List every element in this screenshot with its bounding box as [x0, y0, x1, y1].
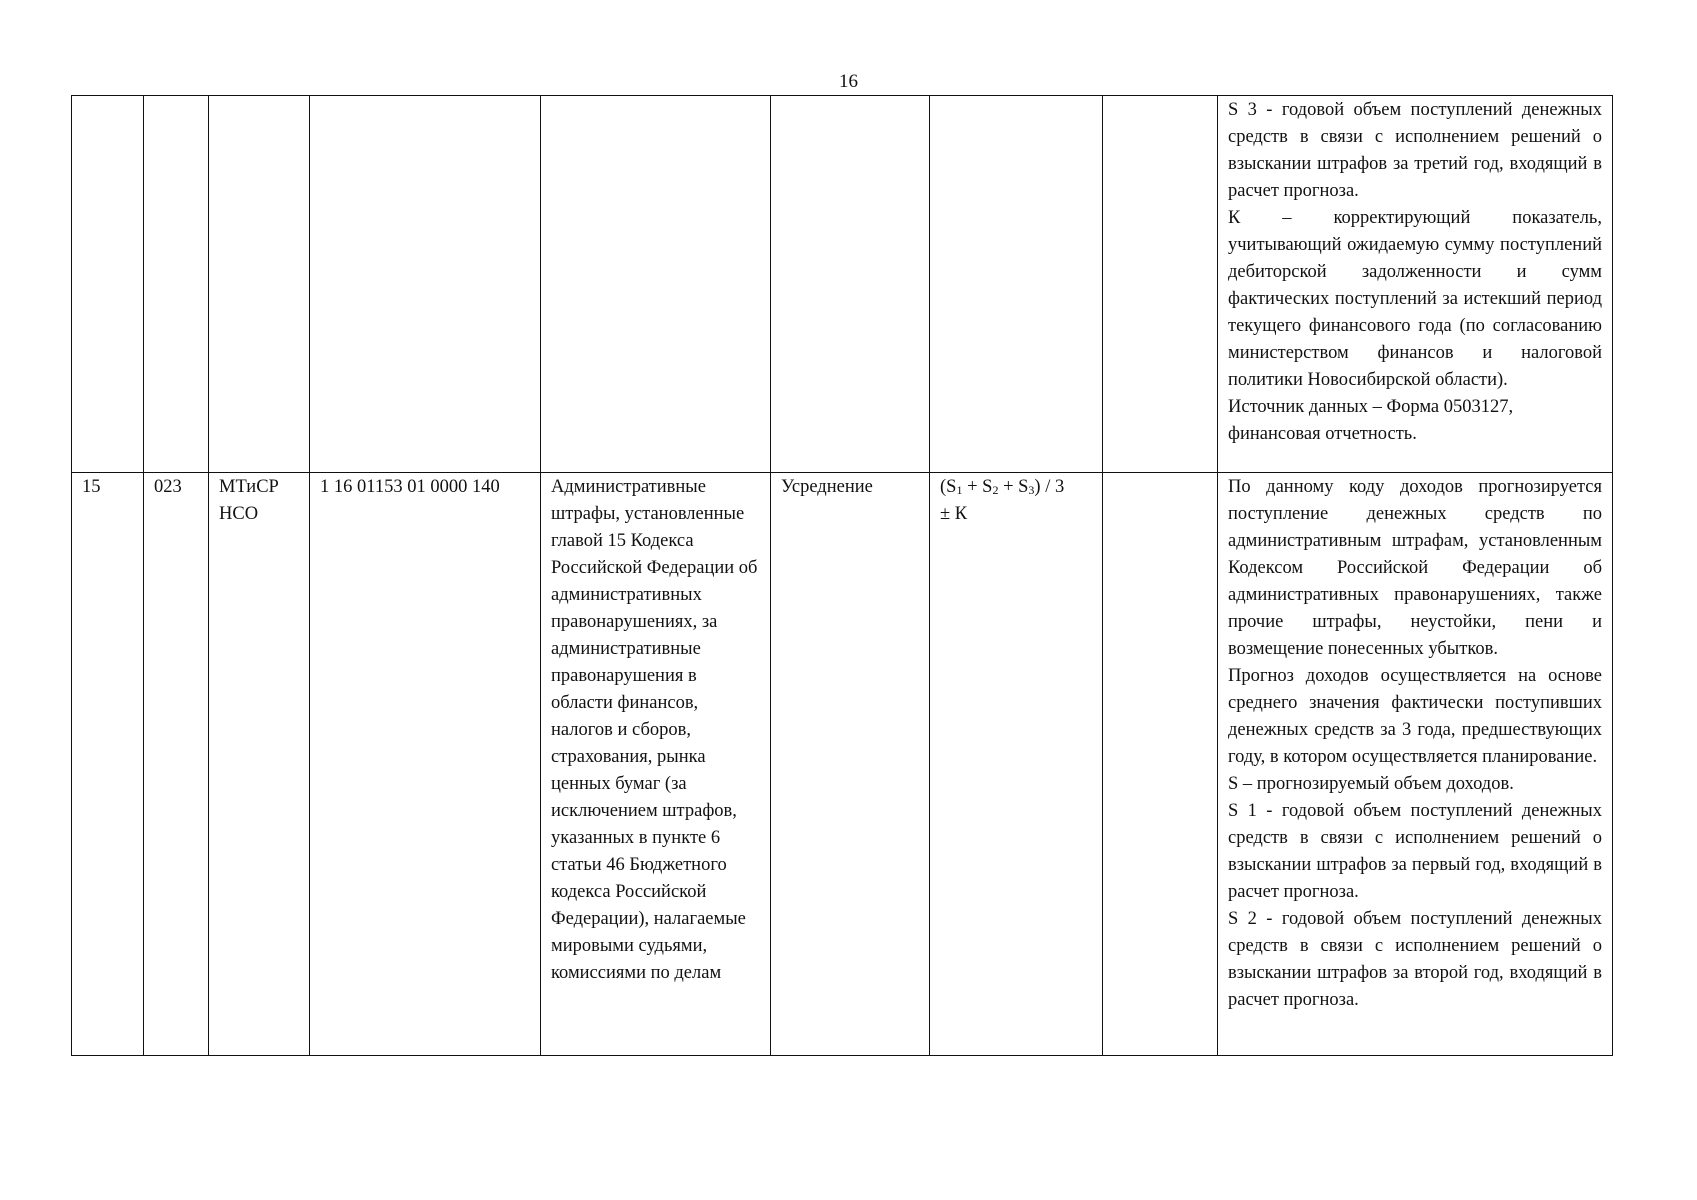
cell-number-empty: [72, 96, 144, 473]
cell-method-empty: [771, 96, 930, 473]
cell-admin-name-empty: [209, 96, 310, 473]
formula-sub-3: 3: [1028, 483, 1035, 497]
description-paragraph: S 2 - годовой объем поступлений денежных средств в связи с исполнением решений о взыскании штрафов за второй год, входящий в расчет прогноза.: [1228, 909, 1602, 1010]
cell-column8-empty: [1103, 96, 1218, 473]
cell-method: Усреднение: [771, 473, 930, 1056]
formula-plus-2: + S: [998, 477, 1029, 497]
cell-kbk: 1 16 01153 01 0000 140: [310, 473, 541, 1056]
formula-sub-1: 1: [956, 483, 963, 497]
description-paragraph: Прогноз доходов осуществляется на основе среднего значения фактически поступивших денежных средств за 3 года, предшествующих году, в котором осуществляется планирование.: [1228, 666, 1602, 767]
cell-income-name-empty: [541, 96, 771, 473]
cell-number: 15: [72, 473, 144, 1056]
formula-plus-1: + S: [962, 477, 993, 497]
formula-close: ) / 3: [1034, 477, 1065, 497]
description-paragraph: По данному коду доходов прогнозируется поступление денежных средств по административным штрафам, установленным Кодексом Российской Федерации об административных правонарушениях, также прочие штрафы, неустойки, пени и возмещение понесенных убытков.: [1228, 477, 1602, 659]
cell-description: [1218, 473, 1613, 1056]
cell-description-continuation: [1218, 96, 1613, 473]
cell-column8: [1103, 473, 1218, 1056]
description-paragraph: S – прогнозируемый объем доходов.: [1228, 774, 1514, 794]
table-row-continuation: [72, 96, 1613, 473]
page-number: 16: [839, 71, 858, 92]
cell-admin-code: 023: [144, 473, 209, 1056]
description-paragraph: S 1 - годовой объем поступлений денежных средств в связи с исполнением решений о взыскании штрафов за первый год, входящий в расчет прогноза.: [1228, 801, 1602, 902]
description-paragraph: К – корректирующий показатель, учитывающий ожидаемую сумму поступлений дебиторской задолженности и сумм фактических поступлений за истекший период текущего финансового года (по согласованию министерством финансов и налоговой политики Новосибирской области).: [1228, 208, 1602, 390]
cell-formula-empty: [930, 96, 1103, 473]
cell-admin-name: МТиСР НСО: [209, 473, 310, 1056]
formula-open: (S: [940, 477, 957, 497]
formula-sub-2: 2: [992, 483, 999, 497]
description-paragraph: Источник данных – Форма 0503127, финансовая отчетность.: [1228, 397, 1514, 444]
formula-line-2: ± К: [940, 504, 968, 524]
cell-income-name: Административные штрафы, установленные главой 15 Кодекса Российской Федерации об административных правонарушениях, за административные правонарушения в области финансов, налогов и сборов, страхования, рынка ценных бумаг (за исключением штрафов, указанных в пункте 6 статьи 46 Бюджетного кодекса Российской Федерации), налагаемые мировыми судьями, комиссиями по делам: [541, 473, 771, 1056]
cell-formula: [930, 473, 1103, 1056]
cell-admin-code-empty: [144, 96, 209, 473]
income-forecast-table: [71, 95, 1613, 1056]
table-row-15: [72, 473, 1613, 1056]
cell-kbk-empty: [310, 96, 541, 473]
description-paragraph: S 3 - годовой объем поступлений денежных средств в связи с исполнением решений о взыскании штрафов за третий год, входящий в расчет прогноза.: [1228, 100, 1602, 201]
